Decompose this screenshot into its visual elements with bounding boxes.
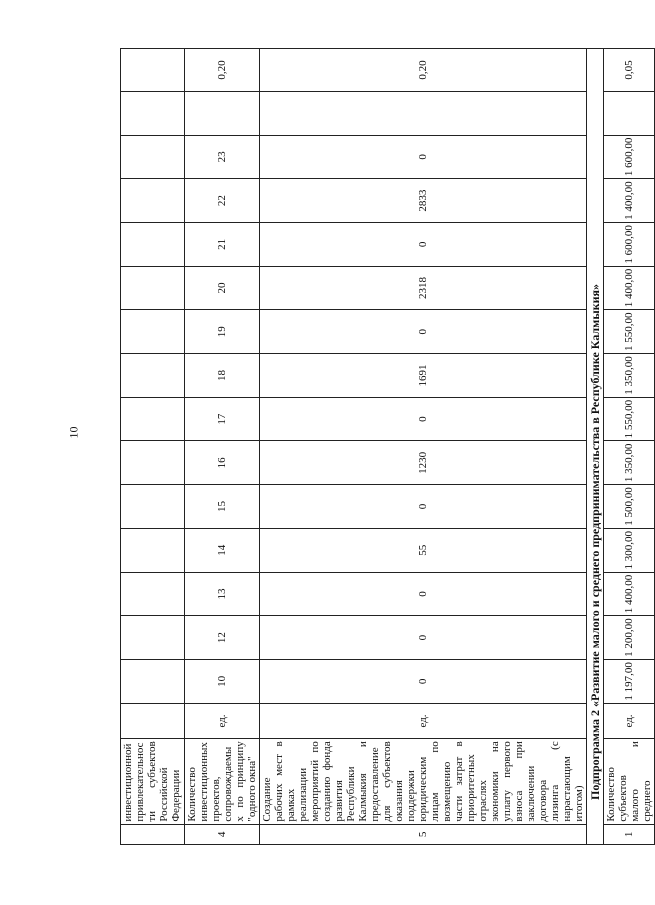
row-number-cell: 4 <box>185 824 260 844</box>
table-row <box>604 49 655 845</box>
rotated-page <box>120 48 653 845</box>
row-number-cell: 5 <box>260 824 587 844</box>
value-cell: 18 <box>185 354 260 398</box>
value-cell: 1 350,00 <box>604 441 655 485</box>
subprogram-header-row <box>587 49 604 845</box>
value-cell <box>121 354 185 398</box>
value-cell: 0 <box>260 485 587 529</box>
value-cell: 0 <box>260 310 587 354</box>
value-cell: 1 400,00 <box>604 572 655 616</box>
value-cell <box>121 222 185 266</box>
value-cell: 13 <box>185 572 260 616</box>
value-cell <box>121 616 185 660</box>
value-cell: 0,05 <box>604 49 655 92</box>
value-cell: 23 <box>185 135 260 179</box>
value-cell <box>185 91 260 135</box>
value-cell: 21 <box>185 222 260 266</box>
value-cell <box>121 660 185 704</box>
table-row <box>185 49 260 845</box>
unit-cell: ед. <box>260 703 587 739</box>
value-cell: 1 500,00 <box>604 485 655 529</box>
unit-cell: ед. <box>604 703 655 739</box>
value-cell: 1 600,00 <box>604 135 655 179</box>
value-cell: 0,20 <box>260 49 587 92</box>
value-cell <box>260 91 587 135</box>
value-cell: 16 <box>185 441 260 485</box>
value-cell: 0 <box>260 616 587 660</box>
value-cell: 0 <box>260 135 587 179</box>
row-number-cell <box>121 824 185 844</box>
value-cell: 55 <box>260 528 587 572</box>
value-cell: 0 <box>260 572 587 616</box>
indicator-cell: Количество инвестиционных проектов, сопровождаемых по принципу "одного окна" <box>185 739 260 824</box>
indicator-cell: инвестиционной привлекательности субъектов Российской Федерации <box>121 739 185 824</box>
value-cell <box>121 266 185 310</box>
value-cell: 1691 <box>260 354 587 398</box>
value-cell <box>121 528 185 572</box>
value-cell: 1 400,00 <box>604 266 655 310</box>
page-number: 10 <box>66 426 81 439</box>
value-cell: 2833 <box>260 179 587 223</box>
value-cell: 15 <box>185 485 260 529</box>
value-cell <box>121 397 185 441</box>
value-cell <box>121 49 185 92</box>
value-cell: 1230 <box>260 441 587 485</box>
value-cell: 1 350,00 <box>604 354 655 398</box>
value-cell: 1 197,00 <box>604 660 655 704</box>
value-cell: 0,20 <box>185 49 260 92</box>
value-cell: 1 550,00 <box>604 397 655 441</box>
value-cell <box>121 310 185 354</box>
value-cell: 0 <box>260 222 587 266</box>
value-cell <box>604 91 655 135</box>
indicator-cell: Создание рабочих мест в рамках реализации мероприятий по созданию фонда развития Республики Калмыкия и предоставление для субъектов оказания поддержки юридическим лицам по возмещению части затрат в приоритетных отраслях экономики на уплату первого взноса при заключении договора лизинга (с нарастающим итогом) <box>260 739 587 824</box>
value-cell: 22 <box>185 179 260 223</box>
unit-cell: ед. <box>185 703 260 739</box>
value-cell: 1 550,00 <box>604 310 655 354</box>
value-cell: 10 <box>185 660 260 704</box>
subprogram-header: Подпрограмма 2 «Развитие малого и среднего предпринимательства в Республике Калмыкия» <box>587 49 604 845</box>
row-number-cell: 1 <box>604 824 655 844</box>
value-cell: 0 <box>260 660 587 704</box>
value-cell: 2318 <box>260 266 587 310</box>
table-row <box>260 49 587 845</box>
value-cell: 17 <box>185 397 260 441</box>
indicator-cell: Количество субъектов малого и среднего <box>604 739 655 824</box>
value-cell: 1 300,00 <box>604 528 655 572</box>
value-cell <box>121 135 185 179</box>
value-cell <box>121 441 185 485</box>
table-row <box>121 49 185 845</box>
value-cell <box>121 91 185 135</box>
value-cell: 1 600,00 <box>604 222 655 266</box>
value-cell: 0 <box>260 397 587 441</box>
value-cell <box>121 572 185 616</box>
unit-cell <box>121 703 185 739</box>
value-cell: 19 <box>185 310 260 354</box>
value-cell: 14 <box>185 528 260 572</box>
value-cell <box>121 179 185 223</box>
value-cell <box>121 485 185 529</box>
value-cell: 1 400,00 <box>604 179 655 223</box>
indicators-table <box>120 48 655 845</box>
value-cell: 1 200,00 <box>604 616 655 660</box>
value-cell: 12 <box>185 616 260 660</box>
value-cell: 20 <box>185 266 260 310</box>
